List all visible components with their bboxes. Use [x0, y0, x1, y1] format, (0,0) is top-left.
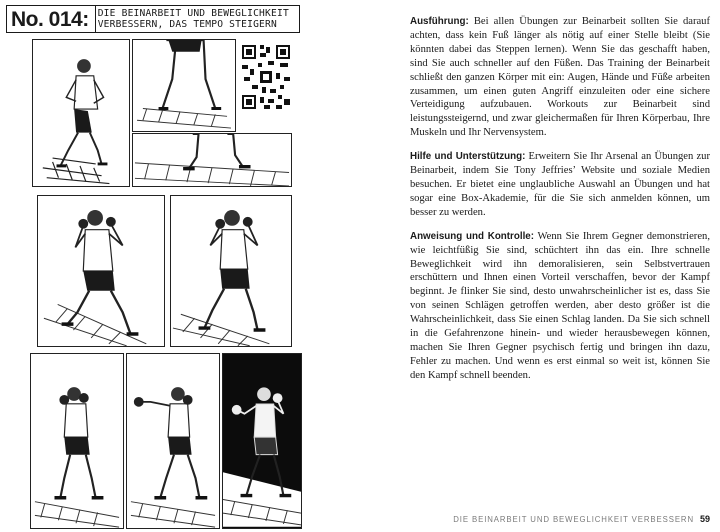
running-title: DIE BEINARBEIT UND BEWEGLICHKEIT VERBESSERN	[453, 515, 694, 524]
chapter-title-line2: VERBESSERN, DAS TEMPO STEIGERN	[97, 19, 277, 30]
boxer-footwork-illustration	[33, 40, 129, 186]
paragraph-heading: Ausführung:	[410, 16, 469, 27]
boxer-footwork-illustration	[223, 354, 301, 528]
boxer-footwork-illustration	[133, 40, 235, 131]
paragraph-anweisung	[410, 230, 710, 383]
paragraph-text: Wenn Sie Ihrem Gegner demonstrieren, wie leichtfüßig Sie sind, schüchtert ihn das ein. Ihre schnelle Beweglichkeit wird ihn demoralisieren, sein Selbstvertrauen erschüttern und Ihnen einen Vorteil verschaffen, bevor der Kampf beginnt. Je flinker Sie sind, desto unwahrscheinlicher ist es, dass Sie von seinen Schlägen getroffen werden, aber desto größer ist die Wahrscheinlichkeit, dass Sie einen Schlag landen. Da Sie sich schnell in die Gefahrenzone hinein- und wieder herausbewegen können, machen Sie Ihren Gegner psychisch fertig und bringen ihn dazu, Fehler zu machen. Und wenn es erst einmal so weit ist, können Sie den Kampf schnell beenden.	[410, 230, 710, 381]
page-number: 59	[699, 514, 710, 524]
chapter-header	[6, 5, 300, 33]
chapter-number: No. 014:	[11, 8, 89, 31]
page-footer	[453, 514, 710, 524]
illustration-panel-2	[132, 39, 236, 132]
paragraph-ausfuehrung	[410, 15, 710, 140]
boxer-footwork-illustration	[133, 134, 291, 186]
paragraph-text: Bei allen Übungen zur Beinarbeit sollten Sie darauf achten, dass kein Fuß länger als nötig auf einer Stelle bleibt (Sie könnten dabei das Steppen lernen). Wenn Sie das geschafft haben, sind Sie auch schneller auf den Füßen. Das Training der Beinarbeit schließt den ganzen Körper mit ein: Augen, Hände und Füße arbeiten zusammen, um einen guten Angriff einzuleiten oder eine sichere Verteidigung aufzubauen. Workouts zur Beinarbeit sind leistungssteigernd, und zwar gleichermaßen für Ihren Körperbau, Ihre Muskeln und Ihr Nervensystem.	[410, 16, 710, 139]
boxer-footwork-illustration	[171, 196, 291, 346]
illustration-panel-3	[132, 133, 292, 187]
illustration-panel-4	[37, 195, 165, 347]
paragraph-hilfe	[410, 150, 710, 220]
illustration-panel-1	[32, 39, 130, 187]
boxer-footwork-illustration	[38, 196, 164, 346]
illustration-panel-5	[170, 195, 292, 347]
chapter-title	[95, 6, 293, 32]
boxer-footwork-illustration	[31, 354, 123, 528]
illustration-panel-8	[222, 353, 302, 529]
illustration-panel-7	[126, 353, 220, 529]
paragraph-text: Erweitern Sie Ihr Arsenal an Übungen zur Beinarbeit, indem Sie Tony Jeffries’ Website und soziale Medien besuchen. Er bietet eine unglaubliche Auswahl an Übungen und hat sogar eine Box-Akademie, für die Sie sich anmelden können, um besser zu werden.	[410, 151, 711, 218]
paragraph-heading: Anweisung und Kontrolle:	[410, 230, 534, 242]
paragraph-heading: Hilfe und Unterstützung:	[410, 151, 526, 163]
chapter-title-line1: DIE BEINARBEIT UND BEWEGLICHKEIT	[97, 8, 289, 19]
body-text	[410, 15, 710, 393]
illustration-panel-6	[30, 353, 124, 529]
qr-code-icon[interactable]	[240, 43, 292, 111]
boxer-footwork-illustration	[127, 354, 219, 528]
